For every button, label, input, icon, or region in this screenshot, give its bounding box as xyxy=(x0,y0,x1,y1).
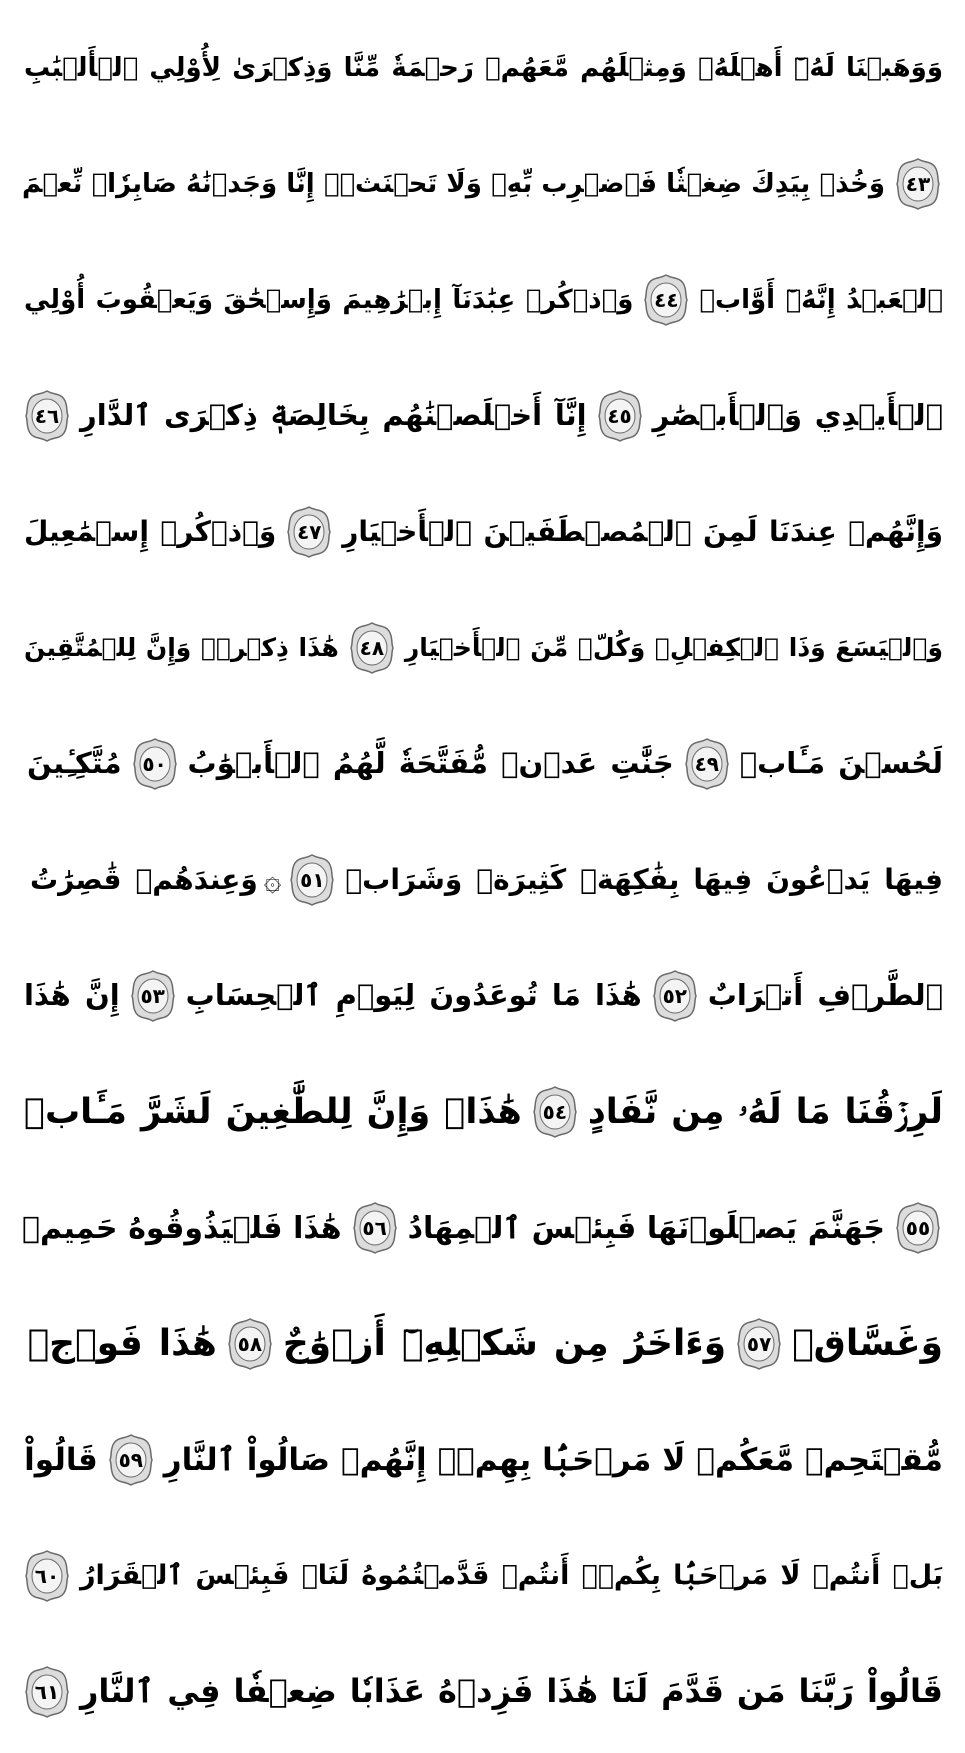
verse-text: إِنَّآ أَخۡلَصۡنَٰهُم بِخَالِصَةٖ ذِكۡرَى ٱلدَّارِ xyxy=(80,398,587,433)
verse-text: وَخُذۡ بِيَدِكَ ضِغۡثٗا فَٱضۡرِب بِّهِۦ وَلَا تَحۡنَثۡۗ إِنَّا وَجَدۡنَٰهُ صَابِرٗاۚ نِّعۡمَ xyxy=(22,168,885,199)
verse-text: هَٰذَا فَلۡيَذُوقُوهُ حَمِيمٞ xyxy=(22,1210,342,1246)
ayah-number-marker xyxy=(532,1085,578,1139)
ayah-number-marker xyxy=(349,621,395,675)
text-line xyxy=(18,1168,947,1288)
text-line xyxy=(18,820,947,940)
text-line xyxy=(18,1284,947,1404)
verse-text: ٱلۡأَيۡدِي وَٱلۡأَبۡصَٰرِ xyxy=(652,398,943,433)
ayah-number-marker xyxy=(895,157,941,211)
ayah-number: ٥٦ xyxy=(362,1216,387,1240)
verse-text: وَٱذۡكُرۡ إِسۡمَٰعِيلَ xyxy=(24,514,277,548)
verse-text: مُتَّكِـِٔينَ xyxy=(27,746,122,781)
ayah-number: ٦٠ xyxy=(34,1564,60,1588)
verse-text: قَالُواْ رَبَّنَا مَن قَدَّمَ لَنَا هَٰذَا فَزِدۡهُ عَذَابٗا ضِعۡفٗا فِي ٱلنَّارِ xyxy=(80,1672,943,1711)
verse-text: هَٰذَاۚ وَإِنَّ لِلطَّٰغِينَ لَشَرَّ مَـَٔابٖ xyxy=(24,1091,522,1132)
verse-text: هَٰذَا ذِكۡرٞۚ وَإِنَّ لِلۡمُتَّقِينَ xyxy=(24,633,339,663)
ayah-number-marker xyxy=(286,505,332,559)
verse-text: وَءَاخَرُ مِن شَكۡلِهِۦٓ أَزۡوَٰجٌ xyxy=(282,1323,727,1365)
verse-text: لَرِزۡقُنَا مَا لَهُۥ مِن نَّفَادٍ xyxy=(587,1091,943,1132)
ayah-number-marker xyxy=(597,389,643,443)
verse-text: لَحُسۡنَ مَـَٔابٖ xyxy=(739,746,943,781)
ayah-number-marker xyxy=(895,1201,941,1255)
verse-text: بَلۡ أَنتُمۡ لَا مَرۡحَبَۢا بِكُمۡۖ أَنتُمۡ قَدَّمۡتُمُوهُ لَنَاۖ فَبِئۡسَ ٱلۡقَرَارُ xyxy=(80,1560,943,1592)
ayah-number: ٦١ xyxy=(34,1680,60,1704)
text-line xyxy=(18,1052,947,1172)
verse-text: ٱلطَّرۡفِ أَتۡرَابٌ xyxy=(707,978,943,1013)
ayah-number: ٥٧ xyxy=(746,1332,772,1356)
ayah-number-marker xyxy=(130,969,176,1023)
text-line xyxy=(18,240,947,360)
text-line xyxy=(18,8,947,128)
text-line xyxy=(18,704,947,824)
ayah-number-marker xyxy=(24,1549,70,1603)
verse-text: ٱلۡعَبۡدُ إِنَّهُۥٓ أَوَّابٞ xyxy=(699,284,943,315)
ayah-number-marker xyxy=(132,737,178,791)
verse-text: وَٱلۡيَسَعَ وَذَا ٱلۡكِفۡلِۖ وَكُلّٞ مِّنَ ٱلۡأَخۡيَارِ xyxy=(404,633,943,663)
verse-text: وَغَسَّاقٞ xyxy=(792,1323,943,1365)
ayah-number-marker xyxy=(108,1433,154,1487)
verse-text: فِيهَا يَدۡعُونَ فِيهَا بِفَٰكِهَةٖ كَثِيرَةٖ وَشَرَابٖ xyxy=(345,862,943,896)
verse-text: وَعِندَهُمۡ قَٰصِرَٰتُ xyxy=(30,862,258,896)
ayah-number-marker xyxy=(227,1317,273,1371)
ayah-number: ٥٠ xyxy=(142,752,167,776)
ayah-number: ٥٥ xyxy=(905,1216,931,1240)
verse-text: وَإِنَّهُمۡ عِندَنَا لَمِنَ ٱلۡمُصۡطَفَيۡنَ ٱلۡأَخۡيَارِ xyxy=(342,514,943,548)
text-line xyxy=(18,936,947,1056)
ayah-number: ٥٢ xyxy=(662,984,687,1008)
ayah-number-marker xyxy=(684,737,730,791)
hizb-marker-icon: ۞ xyxy=(263,862,282,898)
verse-text: هَٰذَا فَوۡجٞ xyxy=(27,1323,217,1365)
text-line xyxy=(18,472,947,592)
text-line xyxy=(18,1400,947,1520)
ayah-number: ٤٤ xyxy=(654,288,679,312)
verse-text: مُّقۡتَحِمٞ مَّعَكُمۡ لَا مَرۡحَبَۢا بِهِمۡۚ إِنَّهُمۡ صَالُواْ ٱلنَّارِ xyxy=(163,1441,943,1478)
ayah-number: ٥٩ xyxy=(118,1448,144,1472)
ayah-number-marker xyxy=(643,273,689,327)
text-line xyxy=(18,356,947,476)
verse-text: قَالُواْ xyxy=(24,1441,98,1478)
ayah-number-marker xyxy=(352,1201,398,1255)
ayah-number-marker xyxy=(652,969,698,1023)
ayah-number-marker xyxy=(24,389,70,443)
text-line xyxy=(18,588,947,708)
ayah-number: ٤٣ xyxy=(905,172,931,196)
ayah-number-marker xyxy=(24,1665,70,1719)
ayah-number: ٥٤ xyxy=(542,1100,568,1124)
ayah-number: ٤٦ xyxy=(34,404,60,428)
verse-text: جَنَّٰتِ عَدۡنٖ مُّفَتَّحَةٗ لَّهُمُ ٱلۡأَبۡوَٰبُ xyxy=(187,746,674,781)
verse-text: وَوَهَبۡنَا لَهُۥٓ أَهۡلَهُۥ وَمِثۡلَهُم مَّعَهُمۡ رَحۡمَةٗ مِّنَّا وَذِكۡرَىٰ لِأُوْلِي ٱلۡأَلۡبَٰبِ xyxy=(24,52,943,83)
ayah-number: ٤٩ xyxy=(694,752,719,776)
ayah-number: ٥٣ xyxy=(140,984,165,1008)
verse-text: جَهَنَّمَ يَصۡلَوۡنَهَا فَبِئۡسَ ٱلۡمِهَادُ xyxy=(407,1210,885,1246)
ayah-number: ٤٨ xyxy=(359,636,385,660)
verse-text: وَٱذۡكُرۡ عِبَٰدَنَآ إِبۡرَٰهِيمَ وَإِسۡحَٰقَ وَيَعۡقُوبَ أُوْلِي xyxy=(24,284,634,315)
ayah-number: ٥١ xyxy=(300,868,325,892)
verse-text: إِنَّ هَٰذَا xyxy=(23,978,120,1013)
ayah-number-marker xyxy=(736,1317,782,1371)
ayah-number: ٤٥ xyxy=(607,404,632,428)
ayah-number-marker xyxy=(289,853,335,907)
ayah-number: ٤٧ xyxy=(297,520,322,544)
text-line xyxy=(18,124,947,244)
ayah-number: ٥٨ xyxy=(237,1332,263,1356)
text-line xyxy=(18,1516,947,1636)
text-line xyxy=(18,1632,947,1752)
verse-text: هَٰذَا مَا تُوعَدُونَ لِيَوۡمِ ٱلۡحِسَابِ xyxy=(185,978,642,1013)
